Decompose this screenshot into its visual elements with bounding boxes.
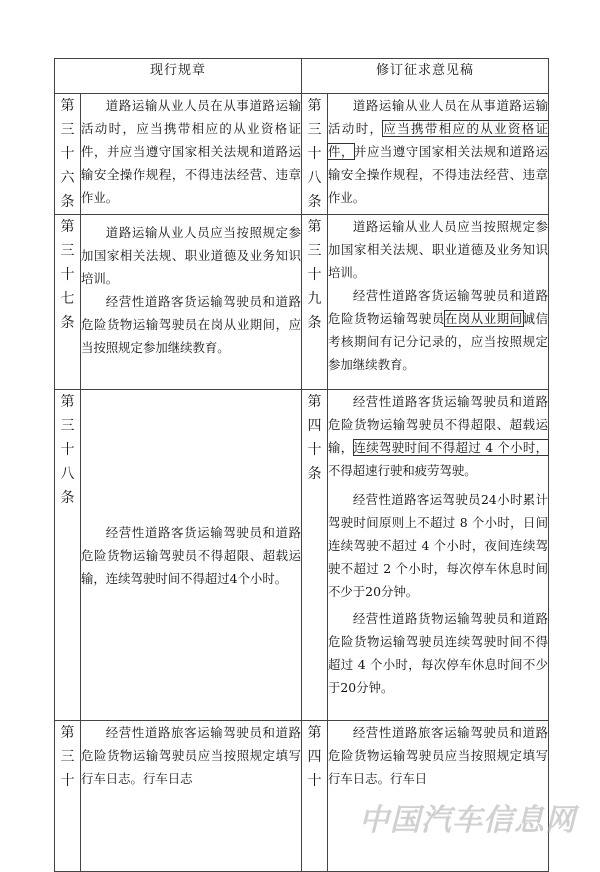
current-rule-text <box>81 215 302 390</box>
paragraph: 经营性道路客货运输驾驶员和道路危险货物运输驾驶员不得超限、超载运输，连续驾驶时间不得超过4个小时。 <box>81 524 302 586</box>
paragraph: 道路运输从业人员在从事道路运输活动时，应当携带相应的从业资格证件，并应当遵守国家相关法规和道路运输安全操作规程，不得违法经营、违章作业。 <box>81 98 302 205</box>
article-number-right: 第 四 十 <box>302 721 328 872</box>
paragraph: 经营性道路客货运输驾驶员和道路危险货物运输驾驶员在岗从业期间诚信考核期间有记分记录的，应当按照规定参加继续教育。 <box>328 288 549 372</box>
article-number-left: 第 三 十 七 条 <box>55 215 81 390</box>
paragraph: 经营性道路客货运输驾驶员和道路危险货物运输驾驶员不得超限、超载运输，连续驾驶时间不得超过 4 个小时，不得超速行驶和疲劳驾驶。 <box>328 394 549 478</box>
watermark-logo: 中国汽车信息网 <box>359 803 576 838</box>
table-row <box>55 390 549 721</box>
article-number-right: 第 三 十 九 条 <box>302 215 328 390</box>
paragraph: 经营性道路旅客运输驾驶员和道路危险货物运输驾驶员应当按照规定填写行车日志。行车日志 <box>81 725 302 786</box>
comparison-table <box>54 58 549 872</box>
current-rule-text <box>81 390 302 721</box>
revised-rule-text <box>328 390 549 721</box>
article-number-left: 第 三 十 <box>55 721 81 872</box>
article-number-right: 第 三 十 八 条 <box>302 94 328 215</box>
table-row <box>55 94 549 215</box>
current-rule-text <box>81 94 302 215</box>
paragraph: 道路运输从业人员应当按照规定参加国家相关法规、职业道德及业务知识培训。 <box>81 225 302 286</box>
article-number-right: 第 四 十 条 <box>302 390 328 721</box>
highlighted-change: 应当携带相应的从业资格证件， <box>328 121 549 159</box>
article-number-left: 第 三 十 八 条 <box>55 390 81 721</box>
paragraph: 经营性道路客运驾驶员24小时累计驾驶时间原则上不超过 8 个小时，日间连续驾驶不超过 4 个小时，夜间连续驾驶不超过 2 个小时，每次停车休息时间不少于20分钟。 <box>328 492 549 599</box>
revised-rule-text <box>328 94 549 215</box>
article-number-left: 第 三 十 六 条 <box>55 94 81 215</box>
highlighted-change: 连续驾驶时间不得超过 4 个小时， <box>353 440 549 455</box>
paragraph: 道路运输从业人员在从事道路运输活动时，应当携带相应的从业资格证件，并应当遵守国家相关法规和道路运输安全操作规程，不得违法经营、违章作业。 <box>328 98 549 205</box>
header-current-rules: 现行规章 <box>55 59 302 94</box>
revised-rule-text <box>328 215 549 390</box>
paragraph: 经营性道路货物运输驾驶员和道路危险货物运输驾驶员连续驾驶时间不得超过 4 个小时，每次停车休息时间不少于20分钟。 <box>328 611 549 695</box>
paragraph: 经营性道路客货运输驾驶员和道路危险货物运输驾驶员在岗从业期间，应当按照规定参加继续教育。 <box>81 294 302 355</box>
paragraph: 经营性道路旅客运输驾驶员和道路危险货物运输驾驶员应当按照规定填写行车日志。行车日 <box>328 725 549 786</box>
table-row <box>55 215 549 390</box>
header-revised-draft: 修订征求意见稿 <box>302 59 549 94</box>
table-header-row <box>55 59 549 94</box>
highlighted-change: 在岗从业期间 <box>444 311 523 326</box>
paragraph: 道路运输从业人员应当按照规定参加国家相关法规、职业道德及业务知识培训。 <box>328 219 549 280</box>
